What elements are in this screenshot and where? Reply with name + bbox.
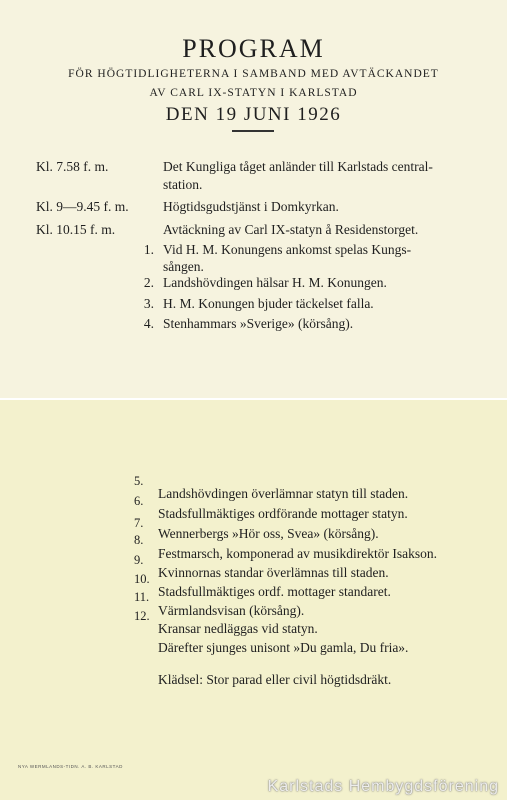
schedule-text bbox=[163, 158, 463, 194]
continued-item-number: 11. bbox=[134, 590, 150, 604]
continued-item-text: Värmlandsvisan (körsång). bbox=[158, 603, 305, 618]
continued-item-number: 12. bbox=[134, 609, 150, 623]
ceremony-item-number: 4. bbox=[143, 316, 154, 331]
program-date: DEN 19 JUNI 1926 bbox=[165, 104, 342, 125]
continued-item-number: 7. bbox=[134, 516, 144, 530]
ceremony-item-number: 1. bbox=[143, 242, 154, 257]
schedule-time: Kl. 10.15 f. m. bbox=[36, 222, 116, 237]
schedule-text: Avtäckning av Carl IX-statyn å Residenstorget. bbox=[163, 222, 419, 237]
title-divider bbox=[232, 130, 274, 132]
printer-mark: NYA WERMLANDS-TIDN. A. B. KARLSTAD bbox=[18, 764, 123, 769]
continued-item-text: Kransar nedläggas vid statyn. bbox=[158, 621, 318, 636]
ceremony-item-line: sången. bbox=[163, 259, 204, 274]
ceremony-item-text bbox=[163, 241, 463, 275]
ceremony-item-text: Stenhammars »Sverige» (körsång). bbox=[163, 316, 354, 331]
schedule-text-line: Det Kungliga tåget anländer till Karlstads central- bbox=[163, 159, 433, 174]
continued-item-text: Stadsfullmäktiges ordförande mottager statyn. bbox=[158, 506, 408, 521]
program-subtitle-line2: AV CARL IX-STATYN I KARLSTAD bbox=[149, 87, 358, 99]
continued-item-text: Festmarsch, komponerad av musikdirektör Isakson. bbox=[158, 546, 437, 561]
continued-item-text: Stadsfullmäktiges ordf. mottager standaret. bbox=[158, 584, 391, 599]
closing-line: Därefter sjunges unisont »Du gamla, Du fria». bbox=[158, 640, 409, 655]
continued-item-number: 5. bbox=[134, 474, 144, 488]
program-subtitle-line1: FÖR HÖGTIDLIGHETERNA I SAMBAND MED AVTÄCKANDET bbox=[68, 68, 439, 80]
ceremony-item-text: H. M. Konungen bjuder täckelset falla. bbox=[163, 296, 374, 311]
ceremony-item-number: 3. bbox=[143, 296, 154, 311]
schedule-text-line: station. bbox=[163, 177, 203, 192]
continued-item-text: Wennerbergs »Hör oss, Svea» (körsång). bbox=[158, 526, 379, 541]
program-title: PROGRAM bbox=[182, 34, 325, 63]
program-card-back bbox=[0, 400, 507, 800]
continued-item-number: 8. bbox=[134, 533, 144, 547]
schedule-text: Högtidsgudstjänst i Domkyrkan. bbox=[163, 199, 339, 214]
continued-item-text: Kvinnornas standar överlämnas till staden. bbox=[158, 565, 389, 580]
dress-code: Klädsel: Stor parad eller civil högtidsdräkt. bbox=[158, 672, 392, 687]
ceremony-item-line: Vid H. M. Konungens ankomst spelas Kungs- bbox=[163, 242, 412, 257]
continued-item-number: 6. bbox=[134, 494, 144, 508]
continued-item-text: Landshövdingen överlämnar statyn till staden. bbox=[158, 486, 409, 501]
ceremony-item-text: Landshövdingen hälsar H. M. Konungen. bbox=[163, 275, 387, 290]
watermark: Karlstads Hembygdsförening bbox=[267, 778, 499, 795]
continued-item-number: 10. bbox=[134, 572, 150, 586]
continued-item-number: 9. bbox=[134, 553, 144, 567]
schedule-time: Kl. 9—9.45 f. m. bbox=[36, 199, 129, 214]
schedule-time: Kl. 7.58 f. m. bbox=[36, 159, 109, 174]
ceremony-item-number: 2. bbox=[143, 275, 154, 290]
